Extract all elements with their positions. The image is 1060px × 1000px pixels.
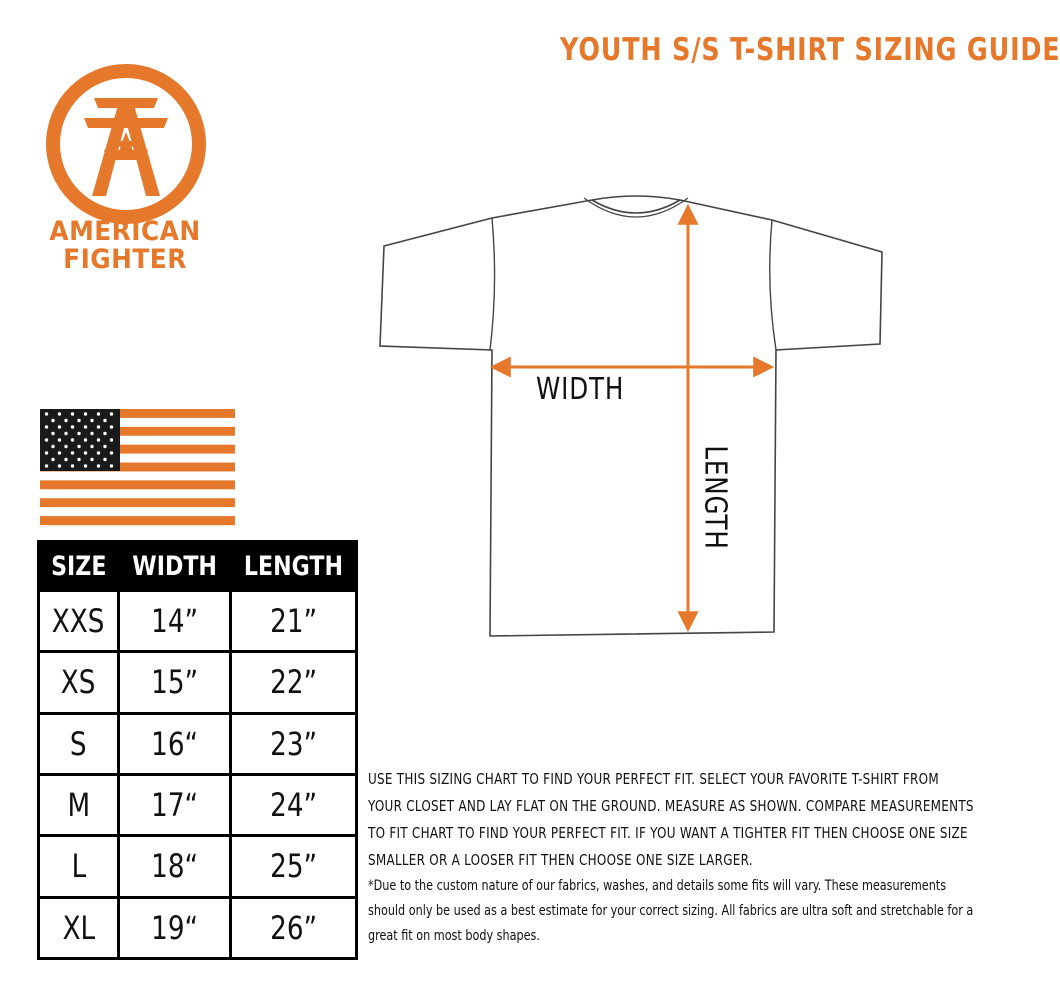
length-cell: 21” [231, 591, 357, 652]
table-row [39, 652, 357, 713]
flag-star [103, 419, 106, 422]
length-cell: 24” [231, 774, 357, 835]
page-title: YOUTH S/S T-SHIRT SIZING GUIDE [560, 32, 1060, 68]
flag-star [97, 438, 100, 441]
flag-stripe [40, 489, 235, 498]
flag-star [71, 451, 74, 454]
flag-stripe [40, 480, 235, 489]
flag-star [64, 445, 67, 448]
flag-star [103, 432, 106, 435]
flag-star [45, 464, 48, 467]
flag-star [97, 464, 100, 467]
length-cell: 25” [231, 836, 357, 897]
flag-star [103, 458, 106, 461]
flag-star [51, 445, 54, 448]
flag-star [90, 419, 93, 422]
width-label: WIDTH [536, 372, 625, 407]
instructions-main: USE THIS SIZING CHART TO FIND YOUR PERFECT FIT. SELECT YOUR FAVORITE T-SHIRT FROM YOUR CLOSET AND LAY FLAT ON THE GROUND. MEASURE AS SHOWN. COMPARE MEASUREMENTS TO FIT CHART TO FIND YOUR PERFECT FIT. IF YOU WANT A TIGHTER FIT THEN CHOOSE ONE SIZE SMALLER OR A LOOSER FIT THEN CHOOSE ONE SIZE LARGER. [368, 770, 974, 869]
us-flag-icon [40, 409, 235, 525]
brand-name-line2: FIGHTER [63, 244, 187, 275]
table-row [39, 897, 357, 958]
flag-star [58, 451, 61, 454]
flag-star [84, 425, 87, 428]
flag-star [77, 458, 80, 461]
width-cell: 15” [119, 652, 231, 713]
flag-star [64, 419, 67, 422]
width-cell: 14” [119, 591, 231, 652]
flag-star [51, 419, 54, 422]
flag-star [77, 432, 80, 435]
flag-star [97, 425, 100, 428]
flag-star [58, 412, 61, 415]
flag-star [58, 438, 61, 441]
header-width: WIDTH [119, 542, 231, 591]
width-cell: 16“ [119, 713, 231, 774]
flag-star [45, 438, 48, 441]
american-fighter-logo [44, 62, 208, 226]
flag-star [110, 412, 113, 415]
flag-star [110, 451, 113, 454]
flag-stripe [40, 471, 235, 480]
flag-stripe [40, 507, 235, 516]
flag-star [110, 438, 113, 441]
tshirt-outline [380, 196, 882, 636]
header-length: LENGTH [231, 542, 357, 591]
header-size: SIZE [39, 542, 119, 591]
table-row [39, 713, 357, 774]
flag-stripe [40, 516, 235, 525]
width-cell: 18“ [119, 836, 231, 897]
flag-star [97, 412, 100, 415]
flag-star [84, 438, 87, 441]
width-cell: 17“ [119, 774, 231, 835]
table-row [39, 774, 357, 835]
size-cell: XXS [39, 591, 119, 652]
flag-star [71, 425, 74, 428]
flag-star [103, 445, 106, 448]
table-row [39, 836, 357, 897]
flag-star [77, 419, 80, 422]
size-cell: XS [39, 652, 119, 713]
flag-star [58, 464, 61, 467]
flag-star [77, 445, 80, 448]
flag-star [51, 432, 54, 435]
size-cell: L [39, 836, 119, 897]
flag-star [90, 445, 93, 448]
flag-star [64, 432, 67, 435]
size-cell: S [39, 713, 119, 774]
length-cell: 23” [231, 713, 357, 774]
flag-star [84, 464, 87, 467]
flag-star [71, 438, 74, 441]
flag-star [90, 432, 93, 435]
size-cell: XL [39, 897, 119, 958]
flag-star [71, 412, 74, 415]
table-row [39, 591, 357, 652]
flag-star [90, 458, 93, 461]
flag-star [97, 451, 100, 454]
flag-star [45, 425, 48, 428]
flag-star [110, 425, 113, 428]
instructions [368, 766, 978, 949]
brand-name [20, 218, 230, 274]
length-cell: 26” [231, 897, 357, 958]
size-cell: M [39, 774, 119, 835]
tshirt-diagram [370, 190, 890, 650]
brand-name-line1: AMERICAN [49, 216, 201, 247]
length-cell: 22” [231, 652, 357, 713]
flag-star [84, 412, 87, 415]
instructions-note: *Due to the custom nature of our fabrics, washes, and details some fits will vary. These measurements should only be used as a best estimate for your correct sizing. All fabrics are ultra soft and stretchable for a great fit on most body shapes. [368, 878, 974, 944]
table-header-row [39, 542, 357, 591]
flag-stripe [40, 498, 235, 507]
flag-star [71, 464, 74, 467]
size-table [37, 540, 358, 960]
flag-star [110, 464, 113, 467]
flag-star [84, 451, 87, 454]
flag-star [45, 451, 48, 454]
flag-star [45, 412, 48, 415]
length-label: LENGTH [697, 445, 733, 550]
flag-star [51, 458, 54, 461]
width-cell: 19“ [119, 897, 231, 958]
flag-star [58, 425, 61, 428]
flag-star [64, 458, 67, 461]
